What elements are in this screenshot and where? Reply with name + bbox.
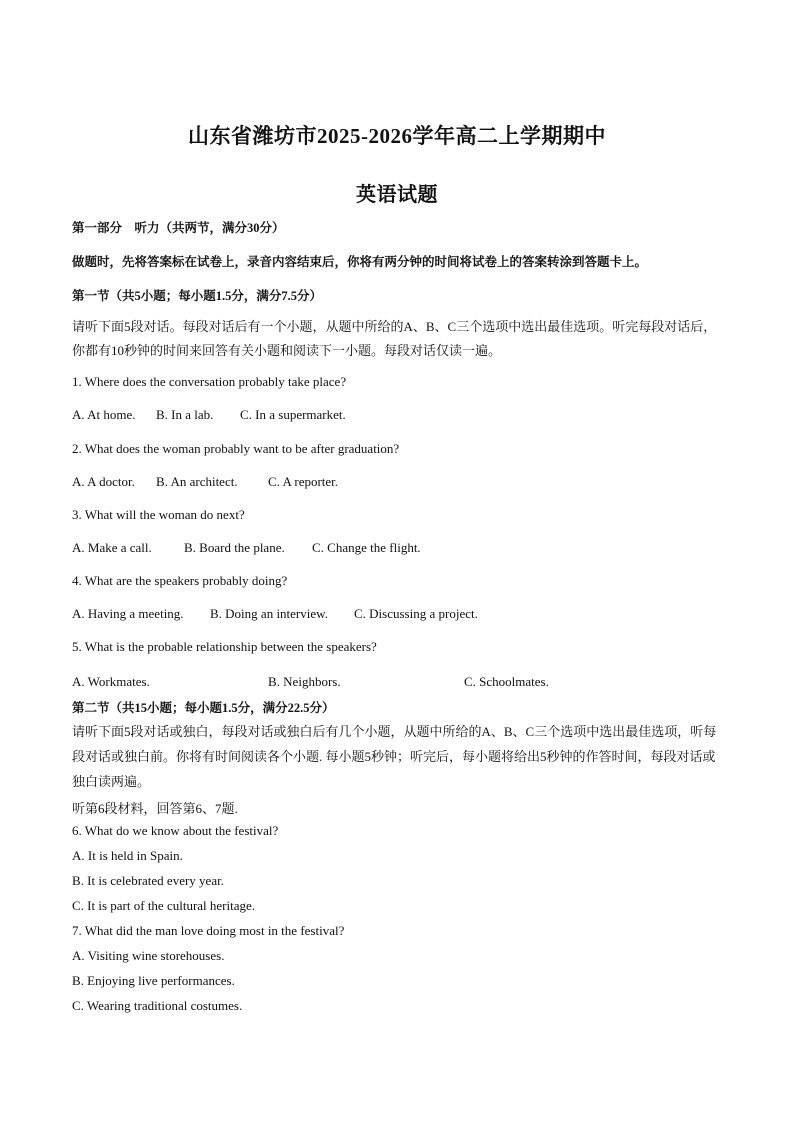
option-c: C. Change the flight. [312, 540, 421, 555]
option-a: A. Workmates. [72, 674, 150, 689]
question-6-option-a: A. It is held in Spain. [72, 848, 183, 863]
question-4: 4. What are the speakers probably doing? [72, 573, 288, 588]
section2-heading: 第二节（共15小题；每小题1.5分，满分22.5分） [72, 701, 335, 715]
question-7-option-c: C. Wearing traditional costumes. [72, 998, 243, 1013]
options-5 [72, 674, 549, 690]
option-b: B. Neighbors. [268, 674, 341, 689]
option-c: C. Schoolmates. [464, 674, 549, 689]
option-b: B. Doing an interview. [210, 606, 328, 621]
question-3: 3. What will the woman do next? [72, 507, 245, 522]
exam-subtitle: 英语试题 [356, 184, 438, 206]
part1-heading: 第一部分 听力（共两节，满分30分） [72, 221, 285, 235]
option-c: C. A reporter. [268, 474, 339, 489]
option-c: C. Discussing a project. [354, 606, 478, 621]
question-2: 2. What does the woman probably want to be after graduation? [72, 441, 400, 456]
question-6-option-b: B. It is celebrated every year. [72, 873, 224, 888]
options-2 [72, 474, 338, 490]
question-7: 7. What did the man love doing most in the festival? [72, 923, 345, 938]
question-6: 6. What do we know about the festival? [72, 823, 279, 838]
option-a: A. At home. [72, 407, 136, 422]
question-7-option-a: A. Visiting wine storehouses. [72, 948, 225, 963]
question-1: 1. Where does the conversation probably take place? [72, 374, 347, 389]
exam-title: 山东省潍坊市2025-2026学年高二上学期期中 [188, 124, 606, 148]
options-1 [72, 407, 346, 423]
option-b: B. An architect. [156, 474, 238, 489]
question-6-option-c: C. It is part of the cultural heritage. [72, 898, 256, 913]
part1-instruction: 做题时，先将答案标在试卷上，录音内容结束后，你将有两分钟的时间将试卷上的答案转涂到答题卡上。 [72, 255, 648, 269]
option-c: C. In a supermarket. [240, 407, 346, 422]
question-7-option-b: B. Enjoying live performances. [72, 973, 235, 988]
option-a: A. A doctor. [72, 474, 135, 489]
section1-heading: 第一节（共5小题；每小题1.5分，满分7.5分） [72, 289, 323, 303]
option-a: A. Having a meeting. [72, 606, 184, 621]
option-a: A. Make a call. [72, 540, 152, 555]
option-b: B. In a lab. [156, 407, 214, 422]
option-b: B. Board the plane. [184, 540, 285, 555]
section2-directions: 请听下面5段对话或独白，每段对话或独白后有几个小题，从题中所给的A、B、C三个选项中选出最佳选项，听每段对话或独白前。你将有时间阅读各个小题. 每小题5秒钟；听完后，每小题将给出5秒钟的作答时间，每段对话或独白读两遍。 [72, 724, 717, 789]
options-3 [72, 540, 421, 556]
material-6-note: 听第6段材料，回答第6、7题. [72, 801, 238, 816]
options-4 [72, 606, 478, 622]
question-5: 5. What is the probable relationship between the speakers? [72, 639, 377, 654]
section1-directions: 请听下面5段对话。每段对话后有一个小题，从题中所给的A、B、C三个选项中选出最佳选项。听完每段对话后，你都有10秒钟的时间来回答有关小题和阅读下一小题。每段对话仅读一遍。 [72, 319, 717, 358]
